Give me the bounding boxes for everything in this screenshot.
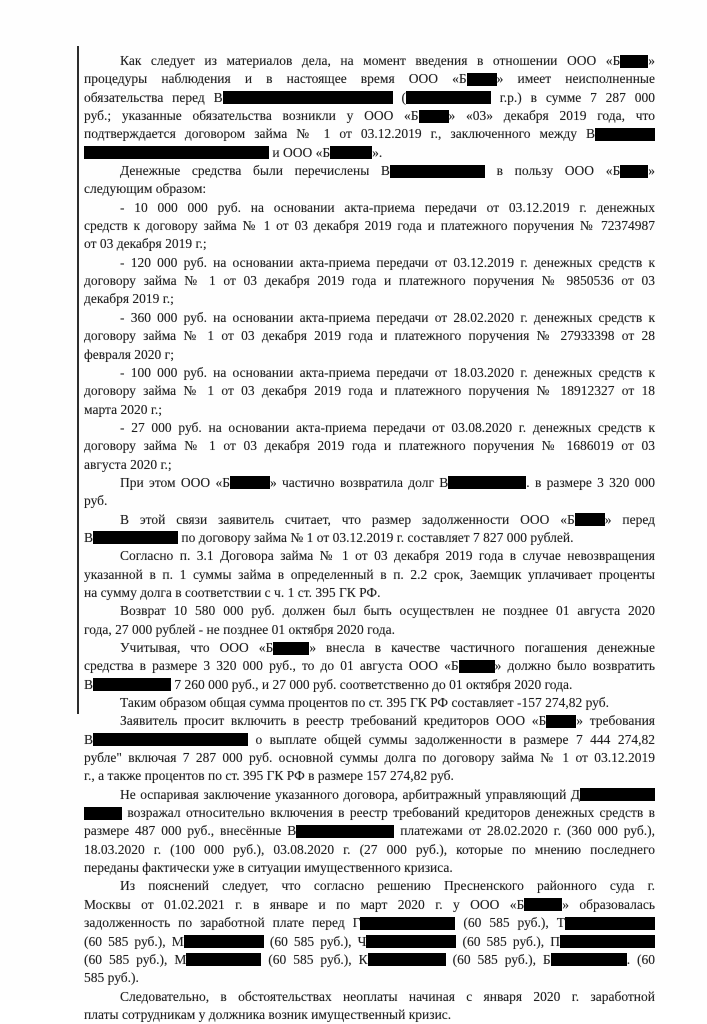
text-line [84, 89, 655, 107]
redaction-bar [184, 935, 264, 948]
text-line [84, 254, 655, 272]
text-segment: от 03 декабря 2019 г.; [84, 236, 207, 252]
text-line [84, 180, 655, 198]
redaction-bar [368, 953, 446, 966]
text-segment: обязательства перед В [84, 89, 223, 105]
text-segment: . (60 [626, 951, 656, 967]
text-line [84, 951, 655, 969]
text-segment: августа 2020 г.; [84, 456, 172, 472]
text-line [84, 107, 655, 125]
redaction-bar [620, 165, 648, 178]
text-line [84, 804, 655, 822]
text-line [84, 657, 655, 675]
text-segment: следующим образом: [84, 181, 207, 197]
text-segment: договору займа № 1 от 03 декабря 2019 года и платежного поручения № 1686019 от 03 [84, 438, 655, 454]
text-line [84, 70, 655, 88]
redaction-bar [448, 476, 526, 489]
text-segment: » должно было возвратить [494, 658, 656, 674]
redaction-bar [524, 898, 562, 911]
text-segment: Заявитель просит включить в реестр требований кредиторов ООО «Б [120, 713, 547, 729]
text-line [84, 547, 655, 565]
text-line [84, 327, 655, 345]
paragraph [84, 547, 655, 602]
text-segment: договору займа № 1 от 03 декабря 2019 года и платежного поручения № 18912327 от 18 [84, 383, 655, 399]
text-segment: средства в размере 3 320 000 руб., то до 01 августа ООО «Б [84, 658, 459, 674]
text-segment: г., а также процентов по ст. 395 ГК РФ в размере 157 274,82 руб. [84, 768, 454, 784]
text-segment: Из пояснений следует, что согласно решению Пресненского районного суда г. [120, 878, 655, 894]
text-line [84, 272, 655, 290]
redaction-bar [84, 807, 122, 820]
text-segment: В [84, 731, 94, 747]
text-line [84, 474, 655, 492]
text-line [84, 290, 655, 308]
text-line [84, 346, 655, 364]
redaction-bar [273, 642, 309, 655]
redaction-bar [330, 146, 372, 159]
text-segment: на сумму долга в соответствии с ч. 1 ст. 395 ГК РФ. [84, 584, 381, 600]
text-segment: » требования [576, 713, 656, 729]
text-segment: в пользу ООО «Б [484, 163, 621, 179]
redaction-bar [580, 788, 655, 801]
text-segment: (60 585 руб.), Т [455, 915, 565, 931]
text-segment: » образовалась [562, 896, 655, 912]
text-segment: рубле" включая 7 287 000 руб. основной суммы долга по договору займа № 1 от 03.12.2019 [84, 750, 655, 766]
paragraph [84, 364, 655, 419]
redaction-bar [419, 110, 449, 123]
text-line [84, 676, 655, 694]
text-line [84, 731, 655, 749]
text-segment: (60 585 руб.), Ч [263, 933, 367, 949]
paragraph [84, 988, 655, 1024]
text-line [84, 988, 655, 1006]
text-line [84, 712, 655, 730]
text-segment: задолженность по заработной плате перед Г [84, 915, 361, 931]
text-segment: В этой связи заявитель считает, что размер задолженности ООО «Б [120, 511, 575, 527]
text-segment: » имеет неисполненные [496, 71, 655, 87]
text-line [84, 199, 655, 217]
text-segment: - 120 000 руб. на основании акта-приема передачи от 03.12.2019 г. денежных средств к [120, 254, 655, 270]
text-segment: Учитывая, что ООО «Б [120, 640, 274, 655]
text-segment: (60 585 руб.), Б [445, 951, 551, 967]
text-segment: и ООО «Б [269, 144, 331, 160]
redaction-bar [459, 660, 495, 673]
text-segment: Денежные средства были перечислены В [120, 163, 390, 179]
redaction-bar [93, 678, 171, 691]
redaction-bar [546, 715, 576, 728]
text-line [84, 529, 655, 547]
paragraph [84, 712, 655, 785]
paragraph [84, 694, 655, 712]
text-segment: указанной в п. 1 суммы займа в определенный в п. 2.2 срок, Заемщик уплачивает проценты [84, 566, 655, 582]
text-line [84, 786, 655, 804]
text-segment: 585 руб.). [84, 970, 139, 986]
redaction-bar [565, 917, 655, 930]
redaction-bar [595, 128, 655, 141]
document-content [84, 52, 655, 1024]
redaction-bar [366, 935, 456, 948]
text-segment: При этом ООО «Б [120, 474, 230, 490]
text-line [84, 492, 655, 510]
text-line [84, 1006, 655, 1024]
redaction-bar [406, 91, 491, 104]
text-segment: » внесла в качестве частичного погашения денежные [309, 640, 655, 655]
text-segment: процедуры наблюдения и в настоящее время ООО «Б [84, 71, 467, 87]
text-line [84, 896, 655, 914]
text-segment: . в размере 3 320 000 [526, 474, 655, 490]
redaction-bar [575, 513, 605, 526]
text-segment: года, 27 000 рублей - не позднее 01 октября 2020 года. [84, 621, 395, 637]
scan-artifact-line [77, 46, 79, 714]
text-segment: Возврат 10 580 000 руб. должен был быть осуществлен не позднее 01 августа 2020 [120, 603, 655, 619]
text-line [84, 382, 655, 400]
text-segment: по договору займа № 1 от 03.12.2019 г. составляет 7 827 000 рублей. [178, 529, 574, 545]
text-segment: (60 585 руб.), М [84, 933, 184, 949]
text-line [84, 969, 655, 987]
text-segment: размере 487 000 руб., внесённые В [84, 823, 297, 839]
text-segment: (60 585 руб.), П [456, 933, 560, 949]
text-segment: » частично возвратила долг В [269, 474, 449, 490]
text-segment: В [84, 676, 94, 692]
text-segment: » [648, 163, 655, 179]
text-line [84, 767, 655, 785]
text-segment: ». [372, 144, 383, 160]
text-segment: февраля 2020 г; [84, 346, 174, 362]
paragraph [84, 602, 655, 639]
text-segment: Согласно п. 3.1 Договора займа № 1 от 03 декабря 2019 года в случае невозвращения [120, 548, 655, 564]
text-segment: платежами от 28.02.2020 г. (360 000 руб.), [394, 823, 655, 839]
redaction-bar [93, 531, 178, 544]
text-line [84, 877, 655, 895]
paragraph [84, 474, 655, 511]
text-segment: (60 585 руб.), К [261, 951, 368, 967]
text-line [84, 456, 655, 474]
text-line [84, 694, 655, 712]
text-line [84, 859, 655, 877]
redaction-bar [360, 917, 455, 930]
text-segment: подтверждается договором займа № 1 от 03.12.2019 г., заключенного между В [84, 126, 595, 142]
redaction-bar [84, 146, 269, 159]
text-segment: руб.; указанные обязательства возникли у ООО «Б [84, 108, 419, 124]
text-segment: 18.03.2020 г. (100 000 руб.), 03.08.2020 г. (27 000 руб.), которые по мнению последнего [84, 841, 655, 857]
text-line [84, 419, 655, 437]
text-segment: Москвы от 01.02.2021 г. в январе и по март 2020 г. у ООО «Б [84, 896, 525, 912]
text-line [84, 364, 655, 382]
paragraph [84, 511, 655, 548]
text-segment: » [648, 53, 655, 68]
text-segment: Следовательно, в обстоятельствах неоплаты начиная с января 2020 г. заработной [120, 988, 655, 1004]
redaction-bar [551, 953, 627, 966]
paragraph [84, 162, 655, 199]
text-segment: Как следует из материалов дела, на момент введения в отношении ООО «Б [120, 53, 621, 68]
text-segment: 7 260 000 руб., и 27 000 руб. соответственно до 01 октября 2020 года. [171, 676, 573, 692]
text-segment: Не оспаривая заключение указанного договора, арбитражный управляющий Д [120, 786, 580, 802]
text-line [84, 639, 655, 657]
text-segment: - 27 000 руб. на основании акта-приема передачи от 03.08.2020 г. денежных средств к [120, 419, 655, 435]
text-line [84, 235, 655, 253]
text-segment: средств к договору займа № 1 от 03 декабря 2019 года и платежного поручения № 72374987 [84, 218, 655, 234]
redaction-bar [93, 733, 248, 746]
text-segment: переданы фактически уже в ситуации имущественного кризиса. [84, 860, 453, 876]
text-segment: - 10 000 000 руб. на основании акта-приема передачи от 03.12.2019 г. денежных [120, 199, 655, 215]
paragraph [84, 639, 655, 694]
text-line [84, 52, 655, 70]
text-line [84, 217, 655, 235]
text-line [84, 401, 655, 419]
text-segment: платы сотрудникам у должника возник имущественный кризис. [84, 1006, 452, 1022]
redaction-bar [296, 825, 394, 838]
text-segment: о выплате общей суммы задолженности в размере 7 444 274,82 [248, 731, 655, 747]
text-line [84, 584, 655, 602]
paragraph [84, 419, 655, 474]
text-segment: договору займа № 1 от 03 декабря 2019 года и платежного поручения № 27933398 от 28 [84, 328, 655, 344]
redaction-bar [186, 953, 261, 966]
redaction-bar [620, 55, 648, 68]
paragraph [84, 254, 655, 309]
text-line [84, 602, 655, 620]
paragraph [84, 309, 655, 364]
text-line [84, 841, 655, 859]
text-line [84, 566, 655, 584]
text-line [84, 749, 655, 767]
paragraph [84, 52, 655, 162]
text-line [84, 125, 655, 143]
text-segment: руб. [84, 493, 108, 509]
text-line [84, 437, 655, 455]
text-segment: Таким образом общая сумма процентов по ст. 395 ГК РФ составляет -157 274,82 руб. [120, 695, 609, 711]
text-line [84, 162, 655, 180]
paragraph [84, 786, 655, 878]
paragraph [84, 199, 655, 254]
text-segment: декабря 2019 г.; [84, 291, 174, 307]
text-line [84, 309, 655, 327]
text-line [84, 822, 655, 840]
paragraph [84, 877, 655, 987]
text-line [84, 621, 655, 639]
text-segment: марта 2020 г.; [84, 401, 162, 417]
text-segment: » перед [604, 511, 656, 527]
redaction-bar [390, 165, 485, 178]
redaction-bar [230, 476, 270, 489]
redaction-bar [467, 73, 497, 86]
text-segment: г.р.) в сумме 7 287 000 [490, 89, 655, 105]
text-segment: возражал относительно включения в реестр требований кредиторов денежных средств в [122, 805, 655, 821]
text-segment: - 100 000 руб. на основании акта-приема передачи от 18.03.2020 г. денежных средств к [120, 364, 655, 380]
text-line [84, 914, 655, 932]
text-segment: » «03» декабря 2019 года, что [448, 108, 655, 124]
text-segment: ( [392, 89, 406, 105]
redaction-bar [560, 935, 655, 948]
text-line [84, 933, 655, 951]
text-segment: договору займа № 1 от 03 декабря 2019 года и платежного поручения № 9850536 от 03 [84, 273, 655, 289]
text-line [84, 144, 655, 162]
text-line [84, 511, 655, 529]
text-segment: (60 585 руб.), М [84, 951, 187, 967]
redaction-bar [223, 91, 393, 104]
text-segment: - 360 000 руб. на основании акта-приема передачи от 28.02.2020 г. денежных средств к [120, 309, 655, 325]
text-segment: В [84, 529, 94, 545]
